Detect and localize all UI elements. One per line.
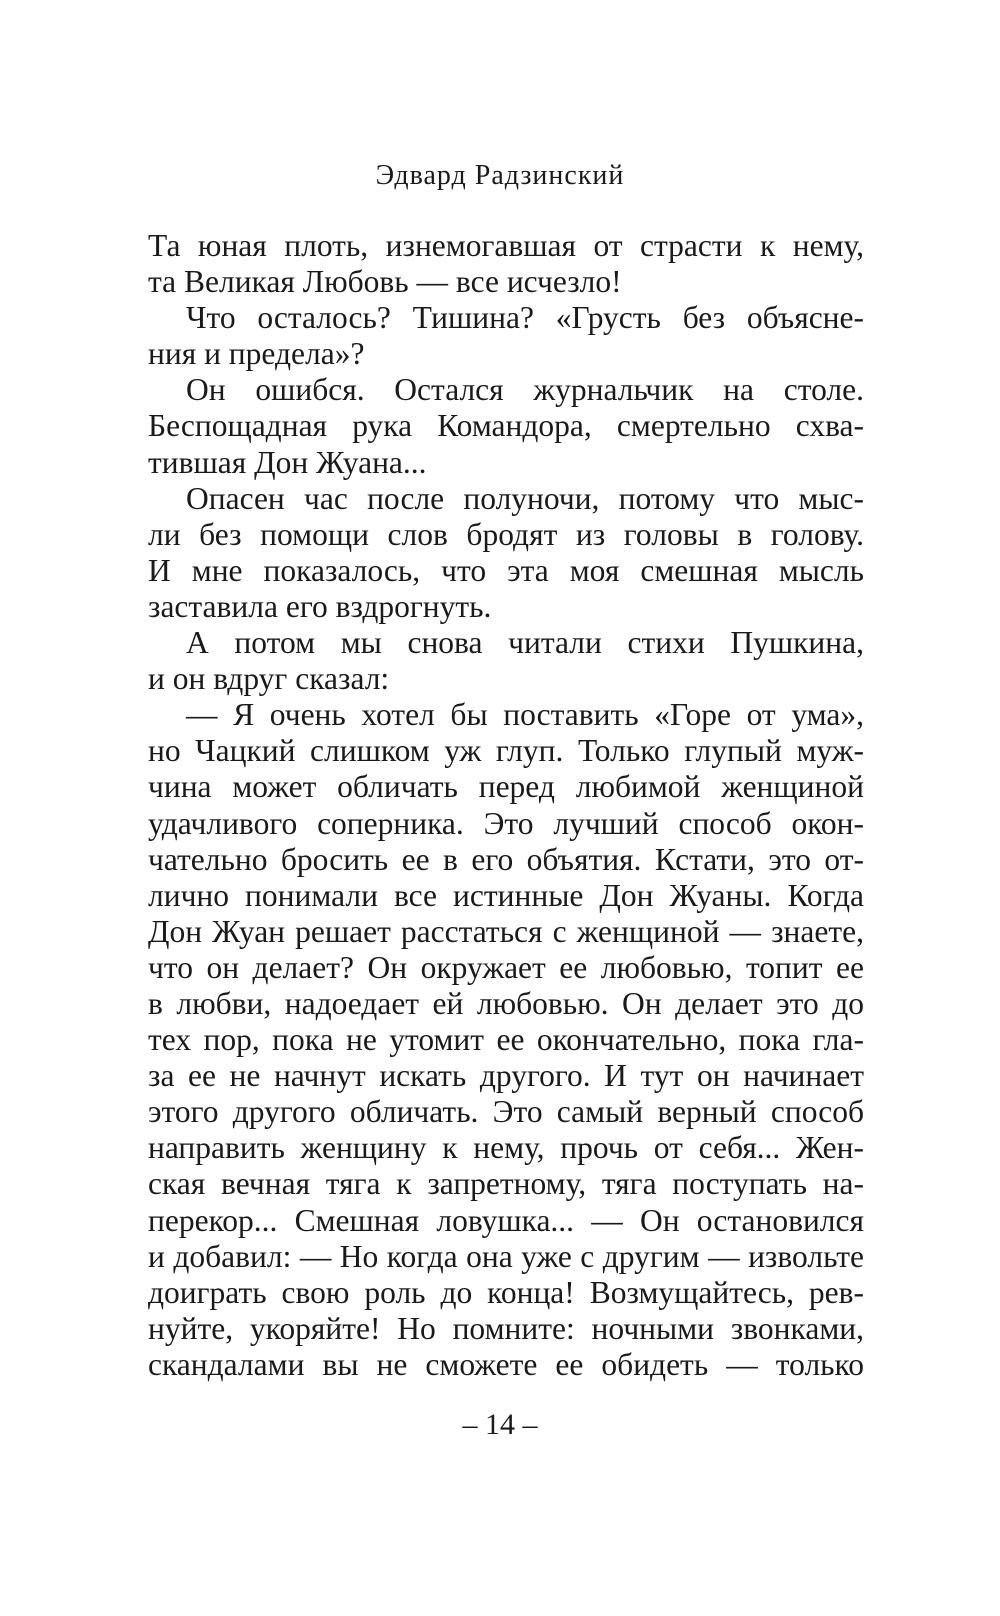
- text-line: что он делает? Он окружает ее любовью, топит ее: [148, 949, 864, 985]
- text-line: и добавил: — Но когда она уже с другим — извольте: [148, 1238, 864, 1274]
- body-text: [148, 228, 864, 1383]
- text-line: доиграть свою роль до конца! Возмущайтесь, рев-: [148, 1274, 864, 1310]
- text-line: этого другого обличать. Это самый верный способ: [148, 1094, 864, 1130]
- text-line: Опасен час после полуночи, потому что мыс-: [186, 480, 864, 516]
- text-line: А потом мы снова читали стихи Пушкина,: [186, 625, 864, 661]
- text-line: чательно бросить ее в его объятия. Кстати, это от-: [148, 841, 864, 877]
- text-line: Беспощадная рука Командора, смертельно схва-: [148, 408, 864, 444]
- text-line: в любви, надоедает ей любовью. Он делает это до: [148, 985, 864, 1021]
- running-head-author: Эдвард Радзинский: [375, 160, 625, 191]
- text-line: ния и предела»?: [148, 336, 365, 372]
- text-line: Дон Жуан решает расстаться с женщиной — знаете,: [148, 913, 864, 949]
- text-line: нуйте, укоряйте! Но помните: ночными звонками,: [148, 1310, 864, 1346]
- text-line: И мне показалось, что эта моя смешная мысль: [148, 552, 864, 588]
- text-line: та Великая Любовь — все исчезло!: [148, 264, 622, 300]
- text-line: ская вечная тяга к запретному, тяга поступать на-: [148, 1166, 864, 1202]
- text-line: и он вдруг сказал:: [148, 661, 390, 697]
- text-line: Та юная плоть, изнемогавшая от страсти к нему,: [148, 228, 864, 263]
- text-line: Что осталось? Тишина? «Грусть без объясне-: [186, 300, 864, 336]
- text-line: чина может обличать перед любимой женщиной: [148, 769, 864, 805]
- page-number: – 14 –: [462, 1408, 538, 1441]
- text-line: удачливого соперника. Это лучший способ окон-: [148, 805, 864, 841]
- text-line: заставила его вздрогнуть.: [148, 588, 492, 624]
- text-line: направить женщину к нему, прочь от себя... Жен-: [148, 1130, 864, 1166]
- text-line: за ее не начнут искать другого. И тут он начинает: [148, 1058, 864, 1094]
- text-line: тившая Дон Жуана...: [148, 444, 427, 480]
- text-line: — Я очень хотел бы поставить «Горе от ума»,: [186, 697, 864, 733]
- text-line: лично понимали все истинные Дон Жуаны. Когда: [148, 877, 864, 913]
- text-line: Он ошибся. Остался журнальчик на столе.: [186, 372, 864, 408]
- text-line: ли без помощи слов бродят из головы в голову.: [148, 516, 864, 552]
- text-line: перекор... Смешная ловушка... — Он остановился: [148, 1202, 864, 1238]
- text-line: но Чацкий слишком уж глуп. Только глупый муж-: [148, 733, 864, 769]
- text-line: скандалами вы не сможете ее обидеть — только: [148, 1346, 864, 1382]
- text-line: тех пор, пока не утомит ее окончательно, пока гла-: [148, 1022, 864, 1058]
